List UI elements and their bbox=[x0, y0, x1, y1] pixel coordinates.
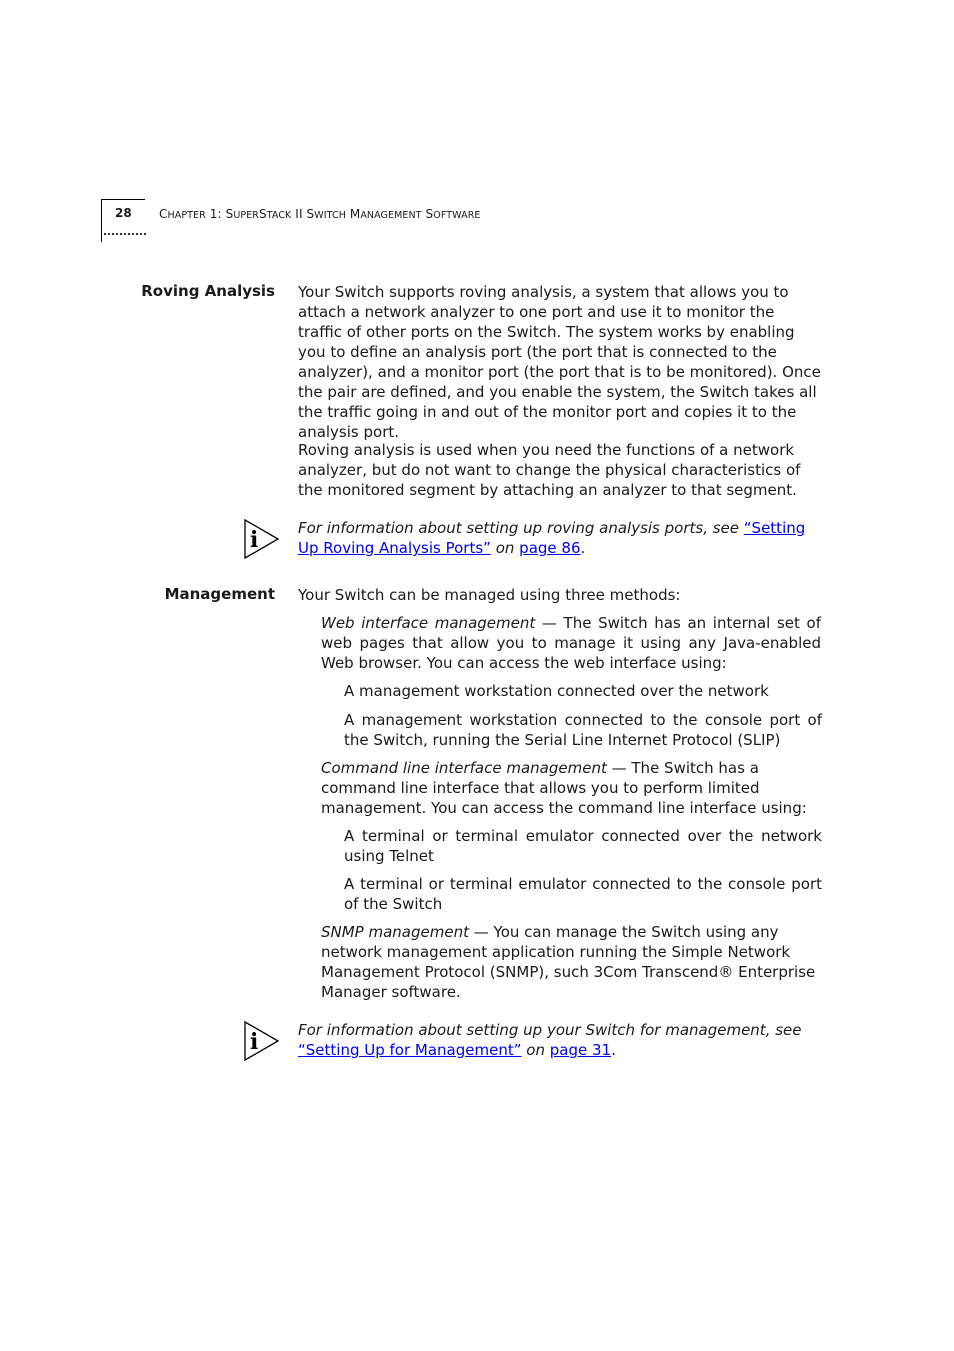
link-setting-up-for-management[interactable]: “Setting Up for Management” bbox=[298, 1041, 522, 1059]
info-note-icon bbox=[244, 1021, 280, 1061]
roving-note: For information about setting up roving analysis ports, see “Setting Up Roving Analysis Ports” on page 86. bbox=[298, 519, 806, 557]
roving-paragraph-2: Roving analysis is used when you need the functions of a network analyzer, but do not want to change the physical characteristics of the monitored segment by attaching an analyzer to that segment. bbox=[298, 441, 801, 499]
svg-text:i: i bbox=[250, 1029, 259, 1055]
section-heading-management: Management bbox=[164, 585, 275, 603]
cli-subitem-2: A terminal or terminal emulator connected to the console port of the Switch bbox=[344, 875, 822, 913]
cli-subitem-1: A terminal or terminal emulator connected over the network using Telnet bbox=[344, 827, 822, 865]
running-header: CHAPTER 1: SUPERSTACK II SWITCH MANAGEMENT SOFTWARE bbox=[159, 207, 481, 221]
link-page-31[interactable]: page 31 bbox=[549, 1041, 612, 1059]
cli-management-item: Command line interface management — The Switch has a command line interface that allows you to perform limited management. You can access the command line interface using: bbox=[321, 759, 807, 817]
management-note: For information about setting up your Switch for management, see “Setting Up for Management” on page 31. bbox=[298, 1021, 802, 1059]
snmp-management-item: SNMP management — You can manage the Switch using any network management application running the Simple Network Management Protocol (SNMP), such 3Com Transcend® Enterprise Manager software. bbox=[321, 923, 816, 1001]
roving-paragraph-1: Your Switch supports roving analysis, a system that allows you to attach a network analyzer to one port and use it to monitor the traffic of other ports on the Switch. The system works by enabling you to define an analysis port (the port that is connected to the analyzer), and a monitor port (the port that is to be monitored). Once the pair are defined, and you enable the system, the Switch takes all the traffic going in and out of the monitor port and copies it to the analysis port. bbox=[298, 283, 821, 441]
svg-text:i: i bbox=[250, 527, 259, 553]
link-setting-up-roving-analysis-ports[interactable]: “Setting Up Roving Analysis Ports” bbox=[298, 519, 806, 557]
management-intro: Your Switch can be managed using three methods: bbox=[298, 586, 681, 604]
section-heading-roving-analysis: Roving Analysis bbox=[141, 282, 275, 300]
page-number: 28 bbox=[115, 206, 132, 220]
web-subitem-1: A management workstation connected over the network bbox=[344, 682, 769, 700]
web-subitem-2: A management workstation connected to the console port of the Switch, running the Serial Line Internet Protocol (SLIP) bbox=[344, 711, 822, 749]
web-management-item: Web interface management — The Switch has an internal set of web pages that allow you to manage it using any Java-enabled Web browser. You can access the web interface using: bbox=[321, 614, 821, 672]
info-note-icon bbox=[244, 519, 280, 559]
link-page-86[interactable]: page 86 bbox=[519, 539, 581, 557]
